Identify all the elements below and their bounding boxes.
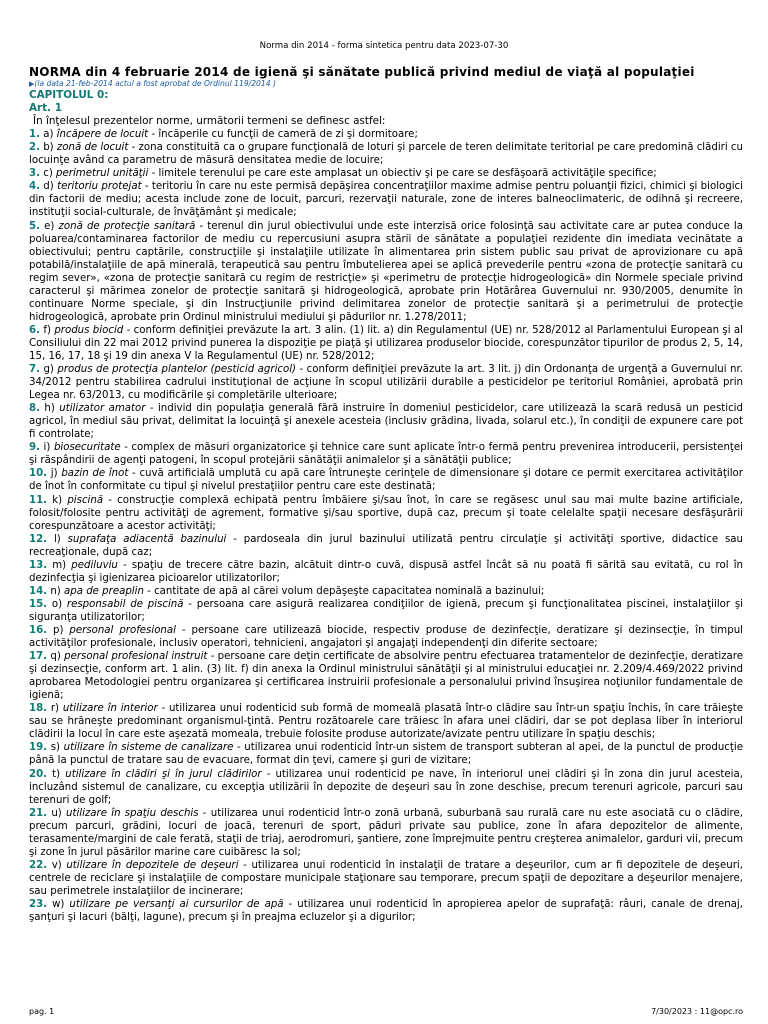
- definition-text: - utilizarea unui rodenticid sub formă de momeală plasată într-o clădire sau într-un spaţiu închis, în care trăieşte sau se hrăneşte predominant organismul-ţintă. Pentru rozătoarele care trăiesc în afara unei clădiri, dar se pot deplasa liber în interiorul clădirii la locul în care este aşezată momeala, trebuie folosite produse autorizate/avizate pentru utilizare în spaţiu deschis;: [29, 703, 743, 741]
- definition-term: încăpere de locuit: [56, 129, 149, 141]
- definition-term: pediluviu: [71, 559, 118, 571]
- definition-text: - terenul din jurul obiectivului unde este interzisă orice folosinţă sau activitate care ar putea conduce la poluarea/contaminarea factorilor de mediu cu repercusiuni asupra stării de sănătate a populaţiei rezidente din imediata vecinătate a obiectivului; pentru captările, construcţiile şi instalaţiile utilizate în alimentarea prin sistem public sau privat de aprovizionare cu apă potabilă/instalaţiile de apă minerală, terapeutică sau pentru îmbutelierea apei se aplică prevederile pentru «zona de protecţie sanitară cu regim sever», «zona de protecţie sanitară cu regim de restricţie» şi «perimetru de protecţie hidrogeologică» din Normele speciale privind caracterul şi mărimea zonelor de protecţie sanitară şi hidrogeologică, aprobate prin Hotărârea Guvernului nr. 930/2005, denumite în continuare Norme speciale, şi din Instrucţiunile privind delimitarea zonelor de protecţie sanitară şi a perimetrului de protecţie hidrogeologică, aprobate prin Ordinul ministrului mediului şi pădurilor nr. 1.278/2011;: [29, 220, 743, 323]
- definition-term: responsabil de piscină: [66, 598, 184, 610]
- definition-text: - complex de măsuri organizatorice şi tehnice care sunt aplicate într-o fermă pentru prevenirea introducerii, persistenţei şi răspândirii de agenţi patogeni, în scopul protejării sănătăţii animalelor şi a sănătăţii publice;: [29, 442, 743, 467]
- definition-letter: o): [51, 598, 63, 610]
- definition-text: - spaţiu de trecere către bazin, alcătuit dintr-o cuvă, dispusă astfel încât să nu poată fi sărită sau evitată, cu rol în dezinfecţia şi igienizarea picioarelor utilizatorilor;: [29, 559, 743, 584]
- definition-text: - pardoseala din jurul bazinului utilizată pentru circulaţie şi activităţi sportive, didactice sau recreaţionale, după caz;: [29, 533, 743, 558]
- definition-item: [29, 467, 743, 493]
- definition-letter: w): [52, 898, 65, 910]
- definition-number: 17.: [29, 651, 48, 663]
- definition-text: - utilizarea unui rodenticid în apropierea apelor de suprafaţă: râuri, canale de drenaj, şanţuri şi lacuri (bălţi, lagune), precum şi în preajma ecluzelor şi a digurilor;: [29, 898, 743, 924]
- definition-item: [29, 167, 743, 180]
- definition-term: biosecuritate: [53, 442, 121, 454]
- definition-number: 19.: [29, 742, 48, 754]
- definition-term: utilizare în sisteme de canalizare: [63, 742, 234, 754]
- definition-letter: k): [52, 494, 63, 506]
- definition-letter: b): [43, 142, 54, 154]
- definition-number: 3.: [29, 168, 40, 180]
- definition-item: [29, 559, 743, 585]
- definition-number: 2.: [29, 142, 40, 154]
- amendment-text[interactable]: (la data 21-feb-2014 actul a fost aprobat de Ordinul 119/2014 ): [34, 79, 276, 88]
- definition-term: perimetrul unităţii: [56, 168, 149, 180]
- definition-text: - cuvă artificială umplută cu apă care întruneşte cerinţele de dimensionare şi dotare ce permit exercitarea activităţilor de înot în conformitate cu tipul şi nivelul prestaţiilor pentru care este destinată;: [29, 468, 743, 493]
- definition-term: utilizare în interior: [62, 703, 158, 715]
- definition-text: - cantitate de apă al cărei volum depăşeşte capacitatea nominală a bazinului;: [143, 585, 545, 597]
- definition-item: [29, 702, 743, 741]
- definition-letter: j): [50, 468, 58, 480]
- definition-letter: q): [50, 651, 61, 663]
- definition-letter: m): [52, 559, 67, 571]
- definition-item: [29, 141, 743, 167]
- definition-letter: h): [44, 403, 55, 415]
- definition-item: [29, 324, 743, 363]
- definition-number: 8.: [29, 403, 40, 415]
- definition-item: [29, 220, 743, 324]
- print-stamp: 7/30/2023 : 11@opc.ro: [651, 1007, 743, 1016]
- definitions-list: [29, 128, 743, 924]
- definition-letter: l): [53, 533, 61, 545]
- definition-item: [29, 768, 743, 807]
- definition-item: [29, 650, 743, 702]
- definition-text: - individ din populaţia generală fără instruire în domeniul pesticidelor, care utilizează la scară redusă un pesticid agricol, în mediul său privat, delimitat la locuinţă şi anexele acesteia (inclusiv grădina, livada, solarul etc.), în condiţii de expunere care pot fi controlate;: [29, 403, 743, 441]
- definition-term: personal profesional: [69, 624, 176, 636]
- definition-item: [29, 807, 743, 859]
- running-header: Norma din 2014 - forma sintetica pentru data 2023-07-30: [259, 41, 509, 51]
- definition-number: 11.: [29, 494, 48, 506]
- definition-letter: f): [43, 324, 51, 336]
- definition-number: 23.: [29, 898, 48, 910]
- definition-item: [29, 128, 743, 141]
- definition-number: 16.: [29, 624, 48, 636]
- definition-letter: p): [53, 624, 64, 636]
- definition-term: zonă de protecţie sanitară: [58, 220, 196, 232]
- definition-number: 1.: [29, 129, 40, 141]
- definition-number: 13.: [29, 559, 48, 571]
- definition-number: 22.: [29, 859, 48, 871]
- definition-number: 21.: [29, 807, 48, 819]
- definition-term: utilizator amator: [59, 403, 146, 415]
- definition-letter: n): [50, 585, 61, 597]
- definition-term: teritoriu protejat: [57, 181, 142, 193]
- definition-number: 9.: [29, 442, 40, 454]
- definition-text: - utilizarea unui rodenticid într-o zonă urbană, suburbană sau rurală care nu este asociată cu o clădire, precum parcuri, grădini, locuri de joacă, terenuri de sport, păduri private sau publice, zone în afara depozitelor de alimente, terasamente/margini de cale ferată, staţii de triaj, aerodromuri, şantiere, zone împrejmuite pentru creşterea animalelor, garduri vii, precum şi zone în jurul păsărilor marine care cuibăresc la sol;: [29, 807, 743, 858]
- definition-term: produs de protecţia plantelor (pesticid agricol): [57, 364, 297, 376]
- expand-arrow-icon[interactable]: ▶: [29, 80, 35, 88]
- definition-letter: v): [51, 859, 62, 871]
- definition-item: [29, 624, 743, 650]
- definition-item: [29, 741, 743, 767]
- definition-letter: r): [50, 703, 60, 715]
- definition-term: utilizare în depozitele de deşeuri: [66, 859, 239, 871]
- definition-letter: d): [43, 181, 54, 193]
- definition-term: personal profesional instruit: [64, 651, 208, 663]
- definition-text: - zona constituită ca o grupare funcţională de loturi şi parcele de teren delimitate teritorial pe care predomină clădiri cu locuinţe având ca parametru de măsură densitatea medie de locuire;: [29, 142, 743, 167]
- definition-term: utilizare în clădiri şi în jurul clădirilor: [65, 768, 262, 780]
- definition-item: [29, 180, 743, 219]
- definition-number: 4.: [29, 181, 40, 193]
- definition-term: produs biocid: [54, 324, 124, 336]
- definition-item: [29, 585, 743, 598]
- definition-letter: c): [43, 168, 53, 180]
- definition-number: 10.: [29, 468, 48, 480]
- definition-item: [29, 363, 743, 402]
- definition-item: [29, 494, 743, 533]
- definition-text: - limitele terenului pe care este amplasat un obiectiv şi pe care se desfăşoară activităţile specifice;: [148, 168, 657, 180]
- chapter-heading: CAPITOLUL 0:: [29, 89, 109, 101]
- definition-letter: s): [50, 742, 60, 754]
- definition-letter: i): [43, 442, 51, 454]
- definition-text: - utilizarea unui rodenticid în instalaţii de tratare a deşeurilor, cum ar fi depozitele de deşeuri, centrele de reciclare şi instalaţiile de compostare municipale staţionare sau temporare, precum spaţii de depozitare a deşeurilor menajere, sau perimetrele instalaţiilor de incinerare;: [29, 859, 743, 897]
- definition-text: - conform definiţiei prevăzute la art. 3 lit. j) din Ordonanţa de urgenţă a Guvernului nr. 34/2012 pentru stabilirea cadrului instituţional de acţiune în scopul utilizării durabile a pesticidelor pe teritoriul României, aprobată prin Legea nr. 63/2013, cu modificările şi completările ulterioare;: [29, 364, 744, 402]
- definition-number: 15.: [29, 598, 48, 610]
- definition-text: - conform definiţiei prevăzute la art. 3 alin. (1) lit. a) din Regulamentul (UE) nr. 528/2012 al Parlamentului European şi al Consiliului din 22 mai 2012 privind punerea la dispoziţie pe piaţă şi utilizarea produselor biocide, corespunzător tipurilor de produs 2, 5, 14, 15, 16, 17, 18 şi 19 din anexa V la Regulamentul (UE) nr. 528/2012;: [29, 324, 744, 362]
- definition-number: 14.: [29, 585, 48, 597]
- definition-text: - persoane care deţin certificate de absolvire pentru efectuarea tratamentelor de dezinfecţie, deratizare şi dezinsecţie, conform art. 1 alin. (3) lit. f) din anexa la Ordinul ministrului sănătăţii şi al ministrului educaţiei nr. 2.209/4.469/2022 privind aprobarea Metodologiei pentru organizarea şi certificarea instruirii profesionale a personalului privind însuşirea noţiunilor fundamentale de igienă;: [29, 651, 743, 702]
- definition-term: piscină: [67, 494, 104, 506]
- definition-item: [29, 533, 743, 559]
- document-body: [29, 65, 743, 924]
- definition-text: - încăperile cu funcţii de cameră de zi şi dormitoare;: [148, 129, 418, 141]
- definition-item: [29, 898, 743, 924]
- article-intro: În înţelesul prezentelor norme, următorii termeni se definesc astfel:: [33, 115, 386, 127]
- definition-number: 12.: [29, 533, 48, 545]
- definition-number: 18.: [29, 703, 48, 715]
- definition-text: - teritoriu în care nu este permisă depăşirea concentraţiilor maxime admise pentru poluanţii fizici, chimici şi biologici din factorii de mediu; acesta include zone de locuit, parcuri, rezervaţii naturale, zone de interes balneoclimateric, de odihnă şi recreere, instituţii social-culturale, de învăţământ şi medicale;: [29, 181, 743, 219]
- definition-text: - construcţie complexă echipată pentru îmbăiere şi/sau înot, în care se regăsesc unul sau mai multe bazine artificiale, folosit/folosite pentru activităţi de agrement, formative şi/sau sportive, după caz, precum şi toate celelalte spaţii necesare desfăşurării corespunzătoare a acestor activităţi;: [29, 494, 743, 532]
- amendment-note[interactable]: [29, 79, 743, 89]
- document-title: NORMA din 4 februarie 2014 de igienă şi sănătate publică privind mediul de viaţă al populaţiei: [29, 65, 695, 79]
- definition-text: - utilizarea unui rodenticid într-un sistem de transport subteran al apei, de la punctul de producţie până la punctul de tratare sau de evacuare, format din ţevi, camere şi guri de vizitare;: [29, 742, 743, 767]
- definition-text: - persoana care asigură realizarea condiţiilor de igienă, precum şi funcţionalitatea piscinei, instalaţiilor şi siguranţa utilizatorilor;: [29, 598, 743, 623]
- definition-term: bazin de înot: [61, 468, 129, 480]
- definition-item: [29, 859, 743, 898]
- definition-number: 6.: [29, 324, 40, 336]
- definition-term: apa de preaplin: [64, 585, 144, 597]
- definition-number: 5.: [29, 220, 40, 232]
- definition-item: [29, 441, 743, 467]
- definition-term: zonă de locuit: [56, 142, 129, 154]
- definition-term: suprafaţa adiacentă bazinului: [67, 533, 227, 545]
- definition-text: - persoane care utilizează biocide, respectiv produse de dezinfecţie, deratizare şi dezinsecţie, în timpul activităţilor profesionale, inclusiv operatori, tehnicieni, angajatori şi angajaţi independenţi din diferite sectoare;: [29, 624, 743, 650]
- definition-item: [29, 402, 743, 441]
- definition-number: 20.: [29, 768, 48, 780]
- definition-letter: g): [43, 364, 54, 376]
- definition-term: utilizare în spaţiu deschis: [66, 807, 199, 819]
- page-number: pag. 1: [29, 1007, 55, 1016]
- article-heading: Art. 1: [29, 102, 62, 114]
- definition-letter: t): [52, 768, 61, 780]
- definition-number: 7.: [29, 364, 40, 376]
- definition-letter: u): [51, 807, 62, 819]
- definition-term: utilizare pe versanţi ai cursurilor de apă: [69, 898, 284, 910]
- definition-item: [29, 598, 743, 624]
- definition-letter: e): [44, 220, 55, 232]
- definition-text: - utilizarea unui rodenticid pe nave, în interiorul unei clădiri şi în zona din jurul acesteia, incluzând sistemul de canalizare, cu excepţia utilizării în depozite de deşeuri sau în zone deschise, precum terenuri agricole, parcuri sau terenuri de golf;: [29, 768, 743, 806]
- definition-letter: a): [43, 129, 54, 141]
